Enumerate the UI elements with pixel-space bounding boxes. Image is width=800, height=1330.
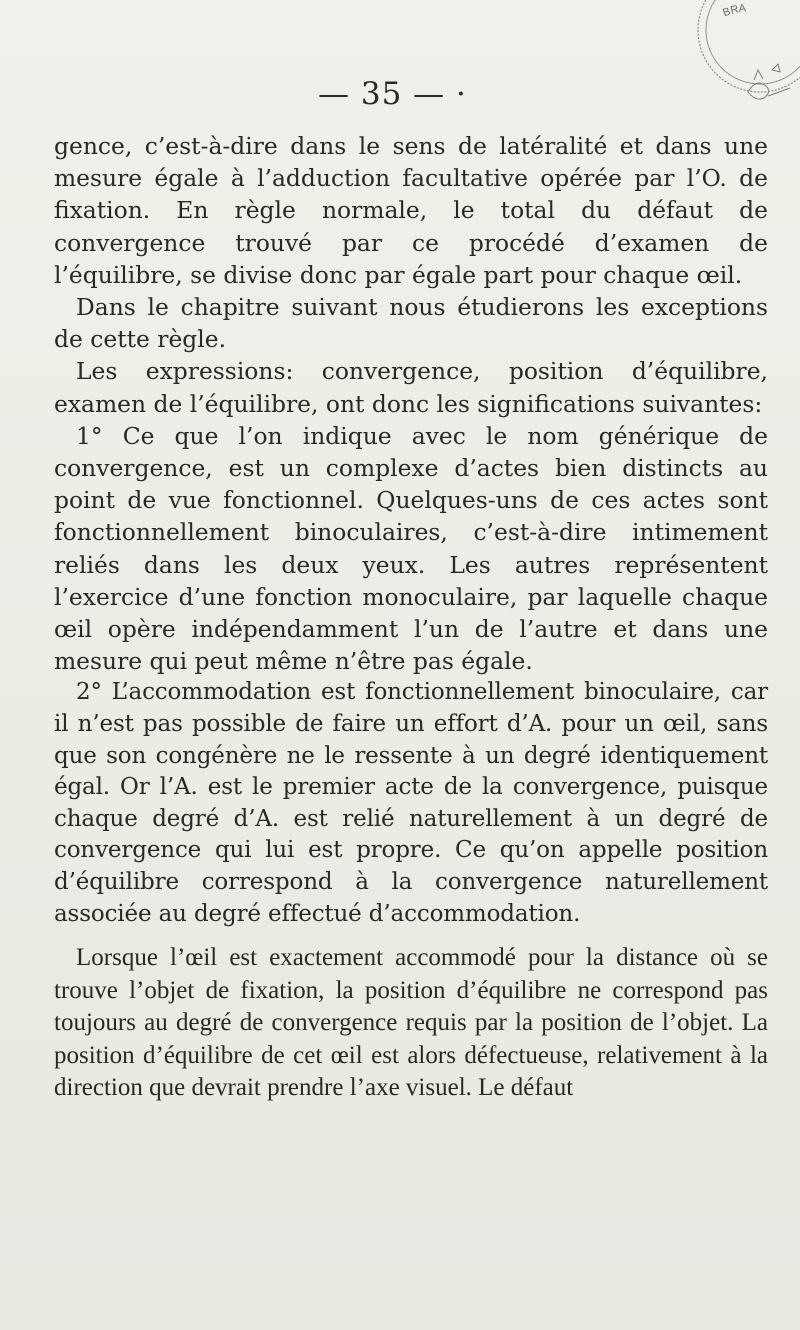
stamp-icon <box>650 0 800 120</box>
stamp-emblem <box>748 64 790 99</box>
paragraph: gence, c’est-à-dire dans le sens de latéralité et dans une mesure égale à l’adduction facultative opérée par l’O. de fixation. En règle normale, le total du défaut de convergence trouvé par ce procédé d’examen de l’équilibre, se divise donc par égale part pour chaque œil. <box>54 132 768 289</box>
body-text <box>54 130 768 1105</box>
library-stamp <box>650 0 800 120</box>
stamp-text: BRA <box>721 2 747 20</box>
paragraph: 2° L’accommodation est fonctionnellement binoculaire, car il n’est pas possible de faire un effort d’A. pour un œil, sans que son congénère ne le ressente à un degré identiquement égal. Or l’A. est le premier acte de la convergence, puisque chaque degré d’A. est relié naturellement à un degré de convergence qui lui est propre. Ce qu’on appelle position d’équilibre correspond à la convergence naturellement associée au degré effectué d’accommodation. <box>54 679 768 927</box>
paragraph: Lorsque l’œil est exactement accommodé pour la distance où se trouve l’objet de fixation, la position d’équilibre ne correspond pas toujours au degré de convergence requis par la position de l’objet. La position d’équilibre de cet œil est alors défectueuse, relativement à la direction que devrait prendre l’axe visuel. Le défaut <box>54 944 768 1102</box>
paragraph: Dans le chapitre suivant nous étudierons les exceptions de cette règle. <box>54 293 768 354</box>
paragraph: Les expressions: convergence, position d’équilibre, examen de l’équilibre, ont donc les significations suivantes: <box>54 357 768 418</box>
page-number: — 35 — · <box>318 76 467 112</box>
paragraph: 1° Ce que l’on indique avec le nom générique de convergence, est un complexe d’actes bien distincts au point de vue fonctionnel. Quelques-uns de ces actes sont fonctionnellement binoculaires, c’est-à-dire intimement reliés dans les deux yeux. Les autres représentent l’exercice d’une fonction monoculaire, par laquelle chaque œil opère indépendamment l’un de l’autre et dans une mesure qui peut même n’être pas égale. <box>54 421 768 676</box>
